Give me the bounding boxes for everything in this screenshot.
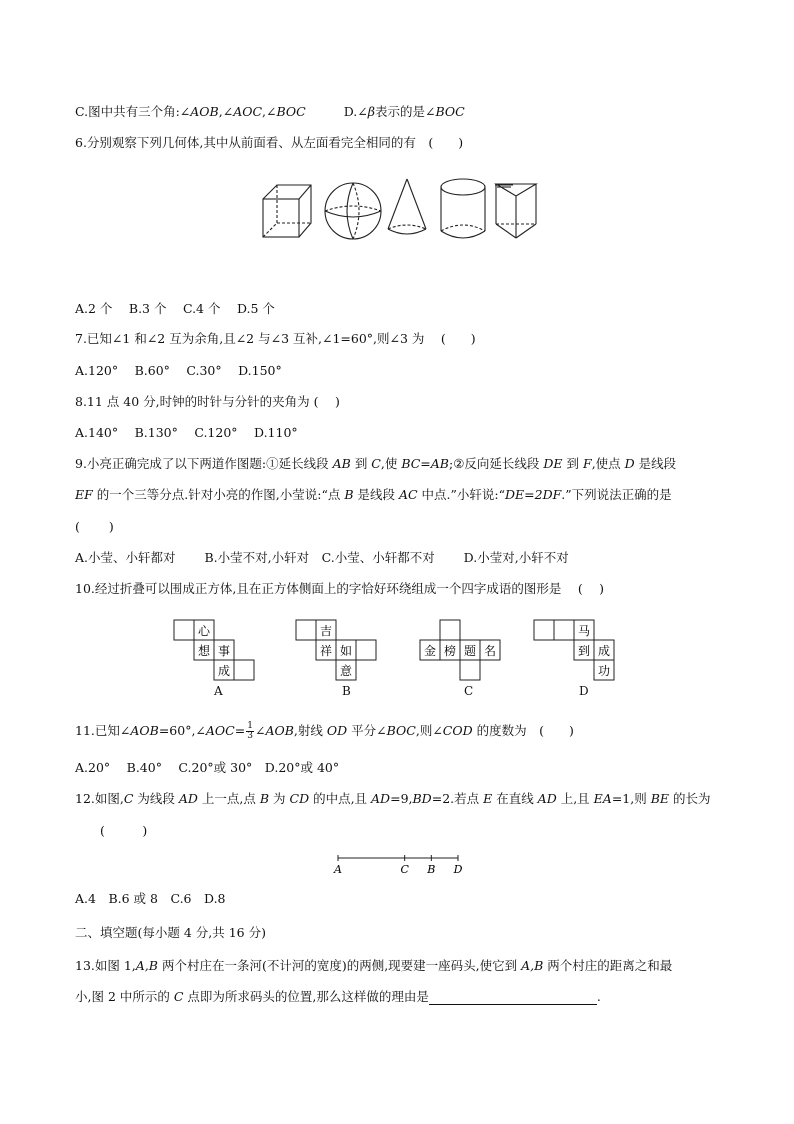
q7-options: A.120° B.60° C.30° D.150° xyxy=(75,363,282,378)
net-c-char-1: 金 xyxy=(423,644,437,658)
net-c-char-2: 榜 xyxy=(443,644,457,658)
q13-stem-line1: 13.如图 1,A,B 两个村庄在一条河(不计河的宽度)的两侧,现要建一座码头,使它到 A,B 两个村庄的距离之和最 xyxy=(75,958,673,973)
q12-stem-line2: ( ) xyxy=(100,823,148,838)
q10-net-b-label: B xyxy=(342,684,351,698)
net-d-char-2: 到 xyxy=(577,644,591,658)
cube-icon xyxy=(263,185,311,237)
cylinder-icon xyxy=(441,179,485,238)
q10-stem: 10.经过折叠可以围成正方体,且在正方体侧面上的字恰好环绕组成一个四字成语的图形是 ( ) xyxy=(75,581,605,596)
point-label-c: C xyxy=(400,863,409,876)
cone-icon xyxy=(388,179,426,234)
net-a-char-4: 成 xyxy=(217,664,231,678)
prism-figure xyxy=(492,178,540,244)
net-b-char-3: 如 xyxy=(339,644,353,658)
q10-net-a-label: A xyxy=(214,684,223,698)
q9-stem-line1: 9.小亮正确完成了以下两道作图题:①延长线段 AB 到 C,使 BC=AB;②反向延长线段 DE 到 F,使点 D 是线段 xyxy=(75,456,677,471)
q12-stem: 12.如图,C 为线段 AD 上一点,点 B 为 CD 的中点,且 AD=9,BD=2.若点 E 在直线 AD 上,且 EA=1,则 BE 的长为 xyxy=(75,791,711,806)
net-b-char-4: 意 xyxy=(339,664,353,678)
q6-options: A.2 个 B.3 个 C.4 个 D.5 个 xyxy=(75,301,275,316)
net-d-char-3: 成 xyxy=(597,644,611,658)
fraction-one-third: $\frac{1}{3}$ xyxy=(247,721,253,741)
q10-net-c xyxy=(418,618,522,684)
section-2-title: 二、填空题(每小题 4 分,共 16 分) xyxy=(75,925,266,940)
q12-segment-figure xyxy=(328,852,468,876)
q13-answer-blank[interactable] xyxy=(429,991,597,1005)
q10-net-c-label: C xyxy=(464,684,474,698)
q5-options-cd: C.图中共有三个角:∠AOB,∠AOC,∠BOC D.∠β表示的是∠BOC xyxy=(75,104,465,119)
q10-net-b xyxy=(294,618,384,684)
q6-solids-figure xyxy=(255,175,515,245)
net-a-char-3: 事 xyxy=(217,644,231,658)
sphere-icon xyxy=(325,183,381,239)
q12-options: A.4 B.6 或 8 C.6 D.8 xyxy=(75,891,226,906)
q9-stem-line3: ( ) xyxy=(75,519,114,534)
net-a-char-1: 心 xyxy=(197,624,211,638)
net-d-char-1: 马 xyxy=(577,624,591,638)
net-a-char-2: 想 xyxy=(197,644,211,658)
q13-stem-line2: 小,图 2 中所示的 C 点即为所求码头的位置,那么这样做的理由是 . xyxy=(75,989,601,1004)
net-d-char-4: 功 xyxy=(597,664,611,678)
q6-stem: 6.分别观察下列几何体,其中从前面看、从左面看完全相同的有 ( ) xyxy=(75,135,464,150)
q10-net-d-label: D xyxy=(579,684,589,698)
q9-options: A.小莹、小轩都对 B.小莹不对,小轩对 C.小莹、小轩都不对 D.小莹对,小轩不对 xyxy=(75,550,569,565)
point-label-b: B xyxy=(427,863,436,876)
net-c-char-3: 题 xyxy=(463,644,477,658)
point-label-a: A xyxy=(334,863,342,876)
net-c-char-4: 名 xyxy=(483,644,497,658)
q11-stem: 11.已知∠AOB=60°,∠AOC= $\frac{1}{3}$ ∠AOB,射线 OD 平分∠BOC,则∠COD 的度数为 ( ) xyxy=(75,721,574,741)
q7-stem: 7.已知∠1 和∠2 互为余角,且∠2 与∠3 互补,∠1=60°,则∠3 为 ( ) xyxy=(75,331,476,346)
q8-options: A.140° B.130° C.120° D.110° xyxy=(75,425,298,440)
q8-stem: 8.11 点 40 分,时钟的时针与分针的夹角为 ( ) xyxy=(75,394,340,409)
net-b-char-2: 祥 xyxy=(319,644,333,658)
q10-net-d xyxy=(532,618,626,686)
net-b-char-1: 吉 xyxy=(319,624,333,638)
point-label-d: D xyxy=(453,863,463,876)
q9-stem-line2: EF 的一个三等分点.针对小亮的作图,小莹说:“点 B 是线段 AC 中点.”小轩说:“DE=2DF.”下列说法正确的是 xyxy=(75,487,672,502)
q11-options: A.20° B.40° C.20°或 30° D.20°或 40° xyxy=(75,760,340,775)
q10-net-a xyxy=(172,618,262,684)
